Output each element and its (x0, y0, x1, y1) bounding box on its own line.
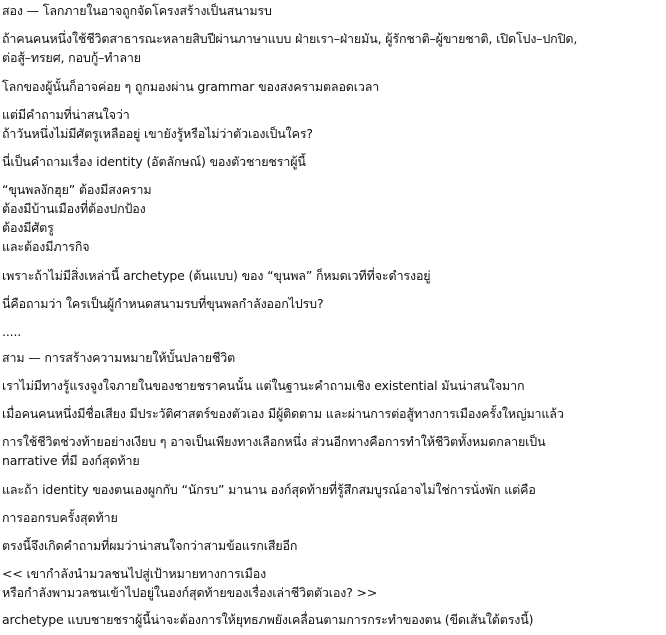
paragraph-line: เพราะถ้าไม่มีสิ่งเหล่านี้ archetype (ต้นแบบ) ของ “ขุนพล” ก็หมดเวทีที่จะดำรงอยู่ (2, 268, 431, 283)
section-two-heading: สอง — โลกภายในอาจถูกจัดโครงสร้างเป็นสนามรบ (2, 3, 272, 18)
document-body (2, 0, 664, 635)
paragraph-line: การใช้ชีวิตช่วงท้ายอย่างเงียบ ๆ อาจเป็นเพียงทางเลือกหนึ่ง ส่วนอีกทางคือการทำให้ชีวิตทั้งหมดกลายเป็น (2, 434, 546, 449)
paragraph-line: ต่อสู้–ทรยศ, กอบกู้–ทำลาย (2, 50, 141, 65)
paragraph-line: ถ้าคนคนหนึ่งใช้ชีวิตสาธารณะหลายสิบปีผ่านภาษาแบบ ฝ่ายเรา–ฝ่ายมัน, ผู้รักชาติ–ผู้ขายชาติ, เปิดโปง–ปกปิด, (2, 31, 578, 46)
paragraph-line: และถ้า identity ของตนเองผูกกับ “นักรบ” มานาน องก์สุดท้ายที่รู้สึกสมบูรณ์อาจไม่ใช่การนั่งพัก แต่คือ (2, 482, 536, 497)
paragraph-line: “ขุนพลงักฮุย” ต้องมีสงคราม (2, 182, 152, 197)
quote-line: << เขากำลังนำมวลชนไปสู่เป้าหมายทางการเมือง (2, 566, 267, 581)
paragraph-line: เมื่อคนคนหนึ่งมีชื่อเสียง มีประวัติศาสตร์ของตัวเอง มีผู้ติดตาม และผ่านการต่อสู้ทางการเมืองครั้งใหญ่มาแล้ว (2, 406, 564, 421)
paragraph-line: เราไม่มีทางรู้แรงจูงใจภายในของชายชราคนนั้น แต่ในฐานะคำถามเชิง existential มันน่าสนใจมาก (2, 378, 525, 393)
paragraph-line: ถ้าวันหนึ่งไม่มีศัตรูเหลืออยู่ เขายังรู้หรือไม่ว่าตัวเองเป็นใคร? (2, 126, 313, 141)
paragraph-line: การออกรบครั้งสุดท้าย (2, 510, 118, 525)
paragraph-line: ต้องมีบ้านเมืองที่ต้องปกป้อง (2, 201, 146, 216)
paragraph-line: นี่คือถามว่า ใครเป็นผู้กำหนดสนามรบที่ขุนพลกำลังออกไปรบ? (2, 296, 324, 311)
paragraph-line: narrative ที่มี องก์สุดท้าย (2, 453, 140, 468)
paragraph-line: และต้องมีภารกิจ (2, 239, 90, 254)
quote-line: หรือกำลังพามวลชนเข้าไปอยู่ในองก์สุดท้ายของเรื่องเล่าชีวิตตัวเอง? >> (2, 585, 378, 600)
section-three-heading: สาม — การสร้างความหมายให้บั้นปลายชีวิต (2, 350, 236, 365)
paragraph-line: แต่มีคำถามที่น่าสนใจว่า (2, 107, 130, 122)
paragraph-line: นี่เป็นคำถามเรื่อง identity (อัตลักษณ์) ของตัวชายชราผู้นี้ (2, 154, 306, 169)
paragraph-line: ต้องมีศัตรู (2, 220, 54, 235)
section-separator: ..... (2, 324, 22, 339)
paragraph-line: ตรงนี้จึงเกิดคำถามที่ผมว่าน่าสนใจกว่าสามข้อแรกเสียอีก (2, 538, 298, 553)
paragraph-line: โลกของผู้นั้นก็อาจค่อย ๆ ถูกมองผ่าน grammar ของสงครามตลอดเวลา (2, 79, 380, 94)
paragraph-line: archetype แบบชายชราผู้นี้น่าจะต้องการให้ยุทธภพยังเคลื่อนตามการกระทำของตน (ขีดเส้นใต้ตรงนี้) (2, 612, 534, 627)
